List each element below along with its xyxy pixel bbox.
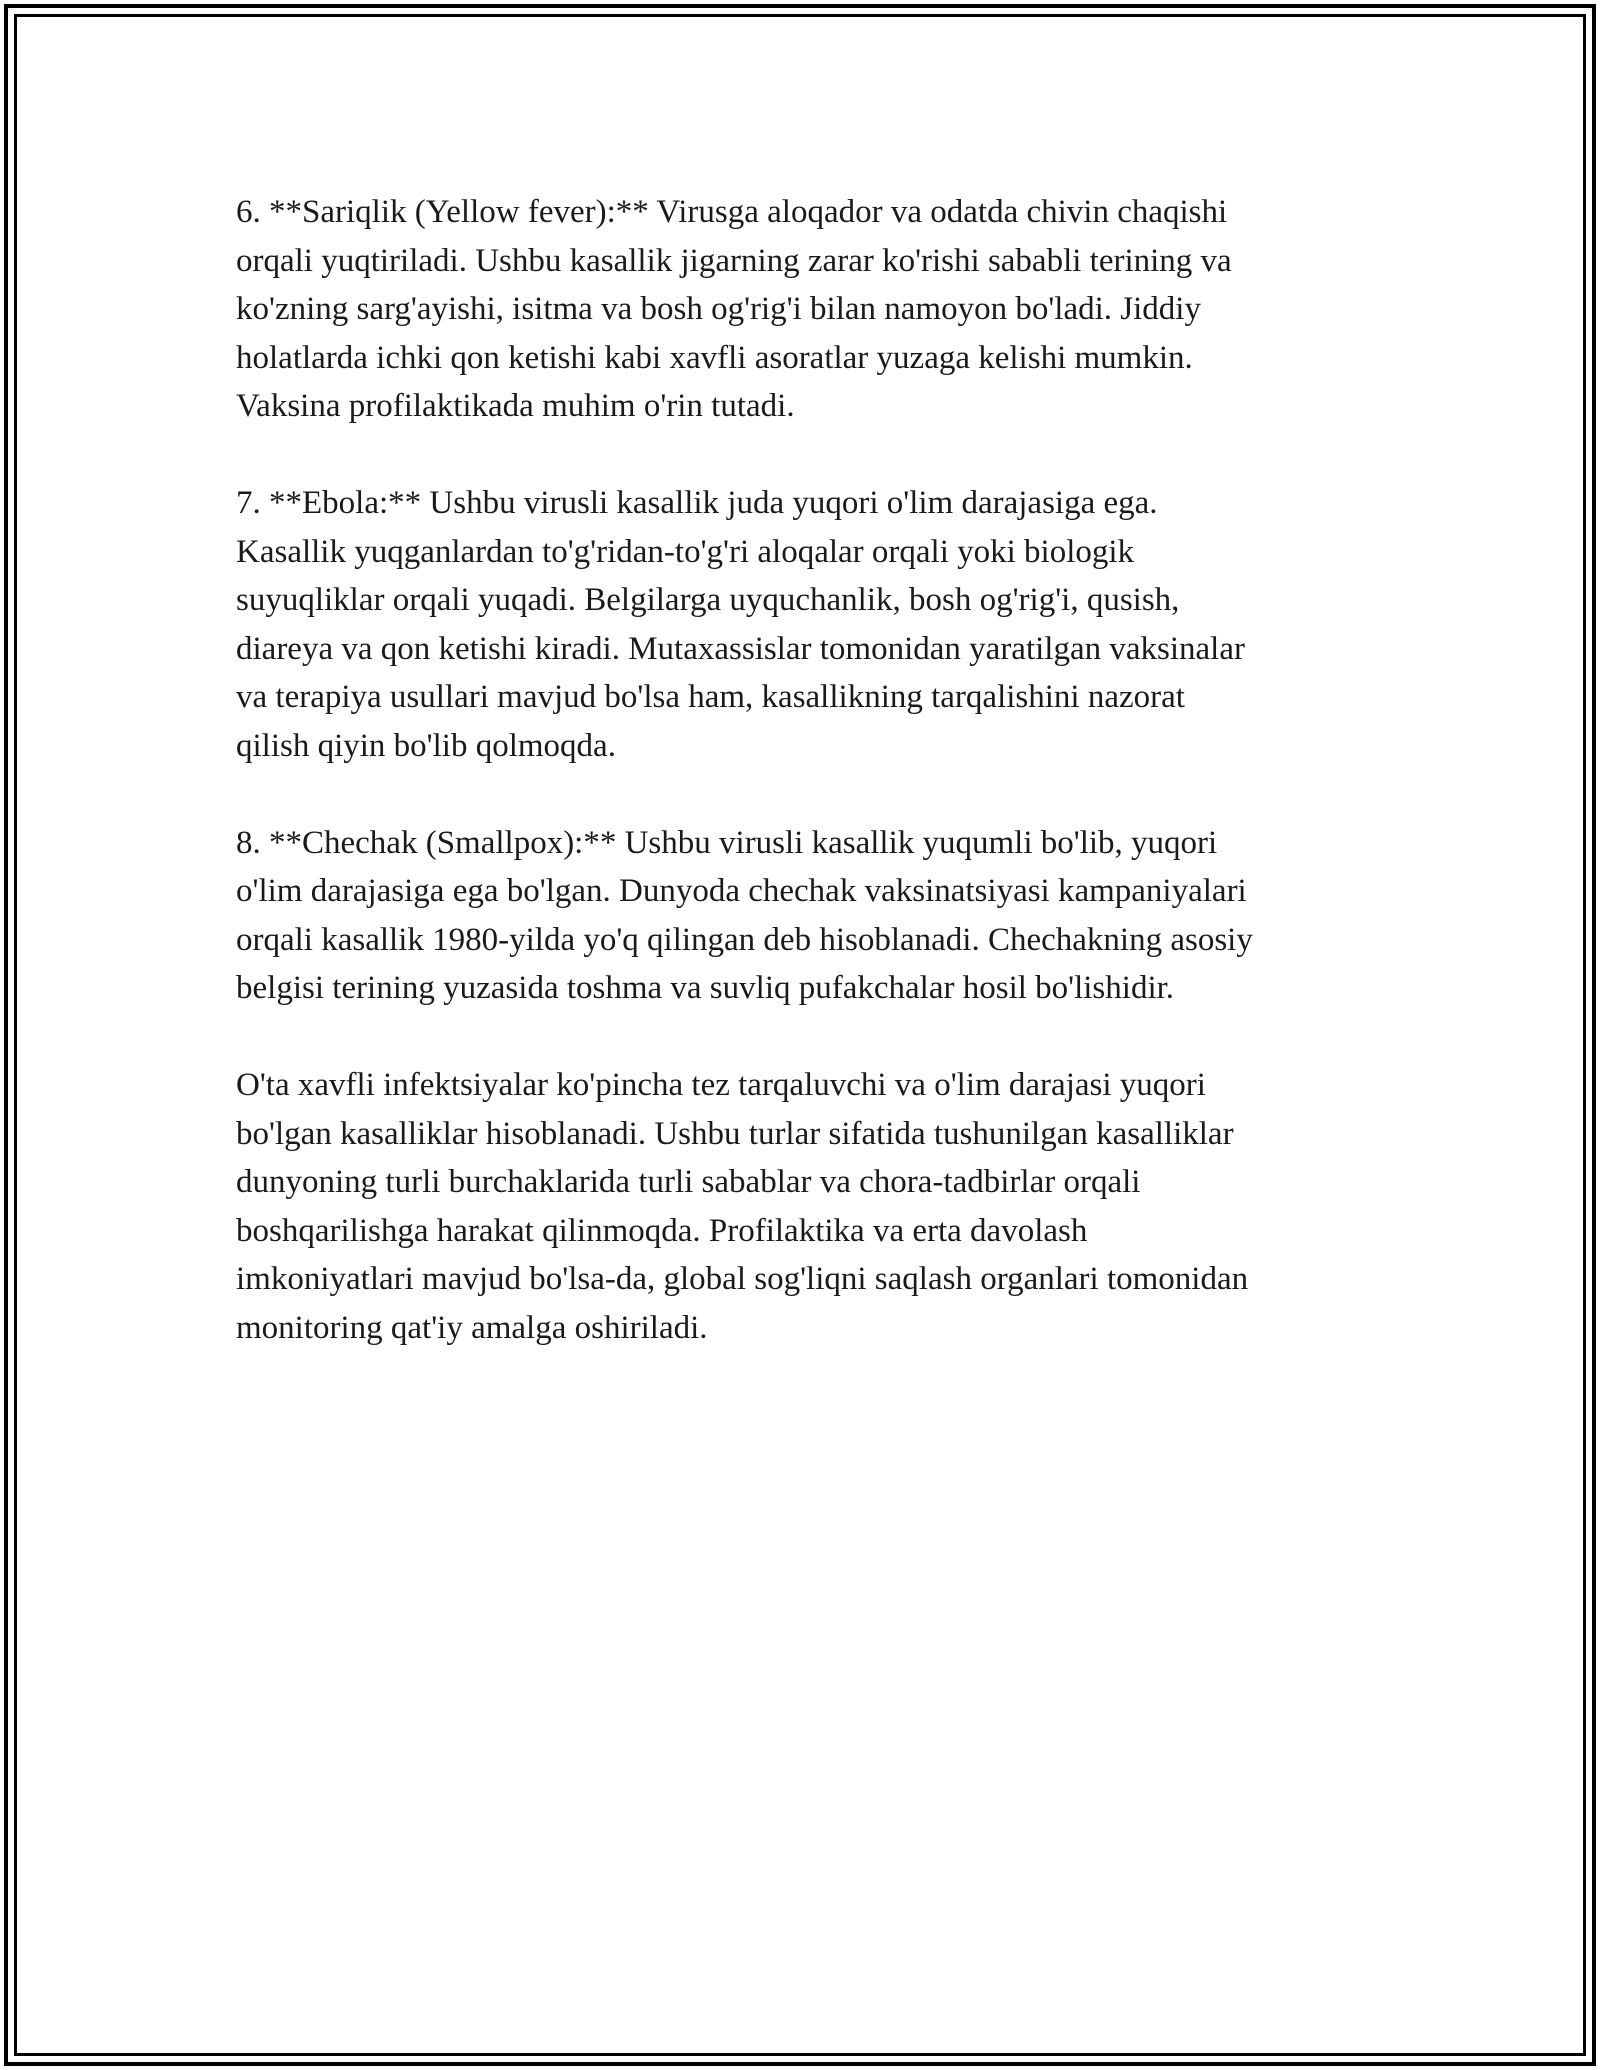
paragraph-smallpox: 8. **Chechak (Smallpox):** Ushbu virusli kasallik yuqumli bo'lib, yuqori o'lim darajasiga ega bo'lgan. Dunyoda chechak vaksinatsiyasi kampaniyalari orqali kasallik 1980-yilda yo'q qilingan deb hisoblanadi. Chechakning asosiy belgisi terining yuzasida toshma va suvliq pufakchalar hosil bo'lishidir. [236,824,1253,1006]
paragraph-yellow-fever: 6. **Sariqlik (Yellow fever):** Virusga aloqador va odatda chivin chaqishi orqali yuqtiriladi. Ushbu kasallik jigarning zarar ko'rishi sababli terining va ko'zning sarg'ayishi, isitma va bosh og'rig'i bilan namoyon bo'ladi. Jiddiy holatlarda ichki qon ketishi kabi xavfli asoratlar yuzaga kelishi mumkin. Vaksina profilaktikada muhim o'rin tutadi. [236,194,1232,424]
paragraph-summary: O'ta xavfli infektsiyalar ko'pincha tez tarqaluvchi va o'lim darajasi yuqori bo'lgan kasalliklar hisoblanadi. Ushbu turlar sifatida tushunilgan kasalliklar dunyoning turli burchaklarida turli sabablar va chora-tadbirlar orqali boshqarilishga harakat qilinmoqda. Profilaktika va erta davolash imkoniyatlari mavjud bo'lsa-da, global sog'liqni saqlash organlari tomonidan monitoring qat'iy amalga oshiriladi. [236,1067,1249,1346]
paragraph-ebola: 7. **Ebola:** Ushbu virusli kasallik juda yuqori o'lim darajasiga ega. Kasallik yuqganlardan to'g'ridan-to'g'ri aloqalar orqali yoki biologik suyuqliklar orqali yuqadi. Belgilarga uyquchanlik, bosh og'rig'i, qusish, diareya va qon ketishi kiradi. Mutaxassislar tomonidan yaratilgan vaksinalar va terapiya usullari mavjud bo'lsa ham, kasallikning tarqalishini nazorat qilish qiyin bo'lib qolmoqda. [236,485,1245,764]
document-body [236,188,1376,1401]
